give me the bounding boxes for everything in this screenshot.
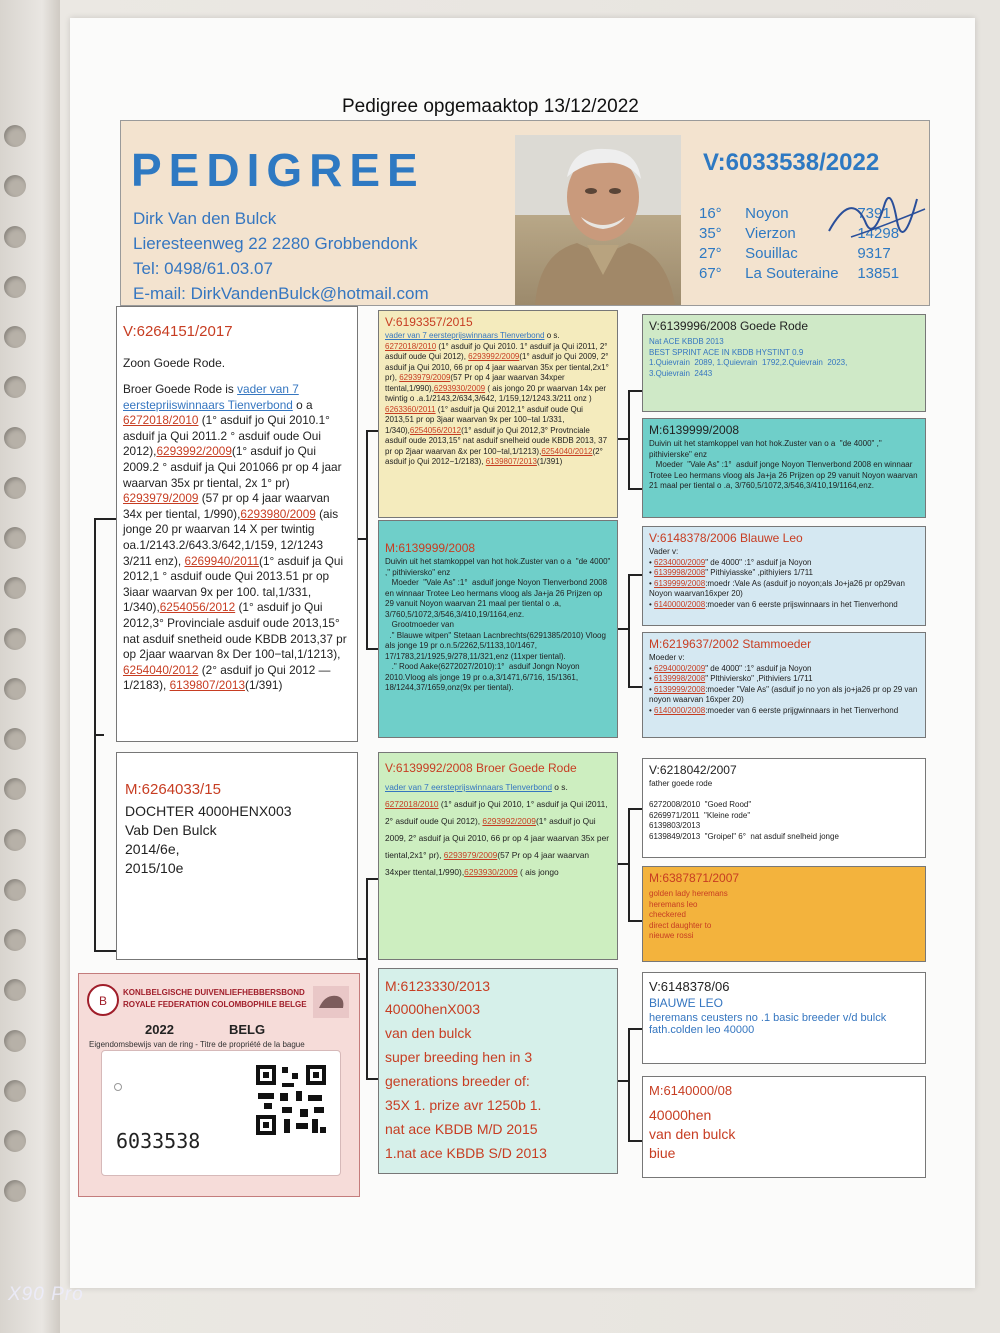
punch-hole [4, 125, 26, 147]
text-segment: o s. [544, 331, 560, 340]
connector-line [628, 1028, 642, 1030]
text-segment: vader van 7 eersteprijswinnaars Tlenverbond [385, 331, 545, 340]
ggp-2-box [642, 418, 926, 518]
text-segment: (1° asduif jo Qui 2010.1° asduif ja Qui 2011.2 ° asduif oude Oui 2012), [123, 413, 330, 459]
race-result: 35° Vierzon 14298 [699, 225, 900, 242]
race-result: 16° Noyon 7391 [699, 205, 891, 222]
ring-reference: 6272018/2010 [385, 799, 439, 809]
dam-box [116, 752, 358, 960]
text-segment: " Plthiviersko" ,Pithiviers 1/711 [705, 674, 813, 683]
text-segment: (1° asduif ja Qui 2012,1 ° asduif oude Qui 2013.51 pr op 3iaar waarvan 9x per 100. tal,1/331, 1/340), [123, 553, 344, 615]
granddam-maternal-ring: M:6123330/2013 [385, 978, 491, 994]
ggp-7-name: BlAUWE LEO [649, 996, 724, 1010]
ring-reference: 6139807/2013 [169, 678, 246, 693]
svg-text:B: B [98, 994, 108, 1008]
text-segment: Moeder v: [649, 653, 685, 662]
punch-hole [4, 276, 26, 298]
connector-line [366, 878, 368, 1078]
ring-reference: 6139999/2008 [654, 578, 706, 588]
text-segment: • [649, 705, 655, 715]
offspring-line [649, 547, 919, 558]
ggp-1-description: Nat ACE KBDB 2013 BEST SPRINT ACE IN KBDB HYSTINT 0.9 1.Quievrain 2089, 1.Quievrain 1792,2.Quievrain 2023, 3.Quievrain 2443 [649, 337, 848, 378]
text-segment: (1° asduif jo Qui 2012,3° Provinciale asduif oude 2013,15° nat asduif snetheid oude KBDB 2013,37 pr op 2jaar waarvan 8x Der 100−tal,1/1213), [123, 600, 347, 662]
punch-hole [4, 175, 26, 197]
sire-ring: V:6264151/2017 [123, 323, 233, 340]
ring-reference: 6293930/2009 [433, 383, 486, 393]
punch-hole [4, 979, 26, 1001]
ggp-4-description [649, 653, 919, 716]
text-segment: :moeder van 6 eerste prijswinnaars in het Tienverhond [705, 599, 898, 609]
connector-line [94, 734, 104, 736]
owner-address: Lieresteenweg 22 2280 Grobbendonk [133, 234, 418, 253]
connector-line [618, 1080, 630, 1082]
text-segment: :moeder van 6 eerste prijgwinnaars in het Tienverhond [705, 705, 899, 715]
ggp-1-box [642, 314, 926, 412]
brand-title: PEDIGREE [131, 144, 425, 196]
pedigree-sheet [70, 18, 975, 1288]
ring-reference: 6254056/2012 [409, 425, 462, 435]
ring-reference: 6140000/2008 [654, 599, 706, 609]
connector-line [94, 518, 116, 520]
ggp-3-description [649, 547, 919, 610]
ring-reference: 6293992/2009 [482, 816, 536, 826]
punch-hole [4, 678, 26, 700]
ring-reference: 6293979/2009 [123, 491, 199, 506]
ggp-5-box [642, 758, 926, 858]
ring-reference: 6272018/2010 [385, 341, 437, 351]
punch-hole [4, 527, 26, 549]
ring-reference: 6254040/2012 [541, 446, 593, 456]
pedigree-header [120, 120, 930, 306]
signature [821, 181, 931, 261]
text-segment: • [649, 568, 655, 577]
connector-line [628, 1028, 630, 1140]
text-segment: ( ais jongo 20 pr waarvan 14x per twintig o .a.1/2143,2/634,3/642, 1/159,12/1243.3/211 onz ) [385, 383, 607, 403]
punch-hole [4, 829, 26, 851]
text-segment: • [649, 674, 655, 683]
ring-ownership-card [78, 973, 360, 1197]
text-segment: (1° asduif jo Qui 2010, 1° asduif ja Qui i2011, 2° asduif oude Qui 2012), [385, 799, 608, 826]
connector-line [628, 808, 642, 810]
ring-reference: 6293979/2009 [443, 850, 498, 860]
ring-number: 6033538 [116, 1129, 201, 1153]
federation-name-nl: KONLBELGISCHE DUIVENLIEFHEBBERSBOND [123, 988, 305, 997]
ggp-6-description: golden lady heremans heremans leo checkered direct daughter to nieuwe rossi [649, 889, 728, 940]
ring-reference: 6139998/2008 [654, 568, 706, 577]
text-segment: o s. [551, 782, 568, 792]
ggp-7-description: heremans ceusters no .1 basic breeder v/d bulck fath.colden leo 40000 [649, 1012, 887, 1036]
text-segment: (1/391) [245, 678, 283, 693]
offspring-line [649, 653, 919, 664]
offspring-line [649, 568, 919, 579]
connector-line [366, 430, 378, 432]
ring-reference: 6139807/2013 [485, 457, 537, 466]
dam-details: DOCHTER 4000HENX003 Vab Den Bulck 2014/6e, 2015/10e [125, 803, 292, 876]
main-ring-number: V:6033538/2022 [703, 149, 880, 176]
ring-reference: 6272018/2010 [123, 413, 199, 428]
text-segment: (1° asduif jo Qui 2010. 1° asduif ja Qui i2011, 2° asduif oude Qui 2012), [385, 341, 608, 361]
ggp-5-description: father goede rode 6272008/2010 "Goed Rood" 6269971/2011 "Kleine rode" 6139803/2013 6139849/2013 "Groipel" 6° nat asduif snelheid jonge [649, 779, 839, 841]
text-segment: (2° asduif jo Qui 2012−1/2183), [385, 446, 603, 466]
text-segment: • [649, 684, 655, 694]
granddam-paternal-description: Duivin uit het stamkoppel van hot hok.Zuster van o a "de 4000" ," pithiviersko" enz Moeder "Vale As" :1° asduif jonge Noyon Tlenverbond 2008 en winnaar Trotee Leo hermans vloog als Ja+ja 26 Prijzen op 29 vanuit Noyon waarvan 21 maal per tiental o .a, 3/760,5/1072,3/546,3/410,19/1164,enz. Grootmoeder van ." Blauwe witpen" Stetaan Lacnbrechts(6291385/2010) Vloog als jonge 19 pr o.n.5/2262,5/1133,10/1467, 17/1783,21/1925,9/278,11/321,enz (11xper tiental). ." Rood Aake(6272027/2010):1° asduif Jongn Noyon 2010.Vloog als jonge 19 pr o.a,3/1471,6/716, 15/1361, 18/1244,37/1659,onz(9x per tiental). [385, 557, 611, 692]
connector-line [358, 538, 368, 540]
race-result: 27° Souillac 9317 [699, 245, 891, 262]
ggp-8-box [642, 1076, 926, 1178]
ownership-text: Eigendomsbewijs van de ring - Titre de propriété de la bague [89, 1040, 305, 1049]
connector-line [366, 1078, 378, 1080]
punch-hole [4, 1180, 26, 1202]
text-segment: " de 4000" :1° asduif ja Noyon [705, 557, 812, 567]
ggp-1-ring: V:6139996/2008 Goede Rode [649, 319, 809, 333]
punch-hole [4, 778, 26, 800]
punch-hole [4, 477, 26, 499]
text-segment: • [649, 578, 655, 588]
ggp-8-details: 40000hen van den bulck biue [649, 1107, 736, 1161]
text-segment: (ais jonge 20 pr waarvan 14 X per twintig oa.1/2143.2/643.3/642,1/159, 12/1243 3/211 enz), [123, 506, 339, 568]
grandsire-maternal-ring: V:6139992/2008 Broer Goede Rode [385, 761, 577, 775]
text-segment: " Pithiyiasske" ,pithiyiers 1/711 [705, 568, 814, 577]
text-segment: Vader v: [649, 547, 679, 556]
text-segment: vader van 7 eersteprijswinnaars Tlenverbond [385, 782, 552, 792]
offspring-line [649, 674, 919, 685]
ggp-4-ring: M:6219637/2002 Stammoeder [649, 637, 812, 651]
grandsire-maternal-box [378, 752, 618, 960]
granddam-maternal-box [378, 968, 618, 1174]
ring-reference: 6139999/2008 [654, 684, 706, 694]
ggp-6-ring: M:6387871/2007 [649, 871, 740, 885]
ring-reference: 6140000/2008 [654, 705, 706, 715]
punch-hole [4, 929, 26, 951]
ggp-3-box [642, 526, 926, 626]
text-segment: (1° asduif jo Qui 2009.2 ° asduif ja Qui 201066 pr op 4 jaar waarvan 35x pr tiental, 2x 1° pr) [123, 444, 342, 490]
text-segment: " de 4000" :1° asduif ja Noyon [705, 663, 812, 673]
punch-hole [4, 1030, 26, 1052]
ring-country: BELG [229, 1022, 266, 1037]
ring-card-inner [101, 1050, 341, 1176]
ggp-6-box [642, 866, 926, 962]
connector-line [628, 686, 642, 688]
text-segment: (1° asduif jo Qui 2012,3° Provtnciale asduif oude 2013,15° nat asduif snelheid oude KBDB 2013, 37 pr op 2jaar waarvan &x per 100−tal,1/1213), [385, 425, 608, 456]
connector-line [628, 574, 630, 686]
text-segment: (1/391) [536, 457, 563, 466]
ring-reference: 6263360/2011 [385, 404, 436, 414]
punch-hole [114, 1083, 122, 1091]
ring-reference: 6254040/2012 [123, 662, 199, 677]
connector-line [628, 920, 642, 922]
offspring-line [649, 558, 919, 569]
ring-reference: 6254056/2012 [159, 600, 236, 615]
text-segment: o a [292, 397, 313, 412]
text-segment: :moedr :Vale As (asduif jo noyon;als Jo+ja26 pr op29van Noyon waarvan16xper 20) [649, 578, 905, 598]
offspring-line [649, 706, 919, 717]
text-segment: (1° asduif ja Qui 2012,1° asduif oude Qui 2013,51 pr op 3jaar waarvan 9x per 100−tal 1/331, 1/340), [385, 404, 583, 435]
punch-hole [4, 879, 26, 901]
ring-reference: 6294000/2009 [654, 663, 706, 673]
offspring-line [649, 600, 919, 611]
ggp-7-ring: V:6148378/06 [649, 979, 730, 994]
text-segment: • [649, 599, 655, 609]
text-segment: ( ais jongo [517, 867, 559, 877]
ggp-2-ring: M:6139999/2008 [649, 423, 740, 437]
owner-photo [515, 135, 681, 305]
federation-name-fr: ROYALE FEDERATION COLOMBOPHILE BELGE [123, 1000, 307, 1009]
text-segment: (1° asduif jo Qui 2009, 2° asduif ja Qui 2010, 66 pr op 4 jaar waarvan 35x per tiental,2x1° pr), [385, 352, 609, 382]
sire-box [116, 306, 358, 742]
ggp-8-ring: M:6140000/08 [649, 1083, 733, 1098]
ring-reference: 6293979/2009 [399, 373, 451, 382]
text-segment: :moeder "Vale As" (asduif jo no yon als jo+ja26 pr op 29 van noyon waarvan 16xper 20) [649, 684, 918, 704]
punch-hole [4, 577, 26, 599]
camera-watermark: X90 Pro [8, 1284, 84, 1305]
ring-reference: 6293992/2009 [156, 444, 232, 459]
sire-subtitle: Zoon Goede Rode. [123, 356, 226, 370]
punch-hole [4, 226, 26, 248]
federation-logo [85, 982, 121, 1018]
grandsire-paternal-box [378, 310, 618, 518]
document-title: Pedigree opgemaaktop 13/12/2022 [342, 96, 639, 117]
punch-hole [4, 326, 26, 348]
owner-phone: Tel: 0498/61.03.07 [133, 259, 273, 278]
ggp-4-box [642, 632, 926, 738]
dam-ring: M:6264033/15 [125, 781, 221, 798]
text-segment: • [649, 557, 655, 567]
ring-reference: 6234000/2009 [654, 557, 706, 567]
connector-line [628, 488, 642, 490]
sire-description [123, 382, 351, 694]
connector-line [366, 648, 378, 650]
connector-line [618, 863, 630, 865]
connector-line [628, 1140, 642, 1142]
offspring-line [649, 579, 919, 600]
text-segment: Broer Goede Rode is [123, 382, 238, 396]
ggp-7-box [642, 972, 926, 1064]
connector-line [618, 628, 630, 630]
grandsire-paternal-ring: V:6193357/2015 [385, 315, 473, 329]
grandsire-maternal-description [385, 779, 611, 881]
ring-reference: 6293930/2009 [464, 867, 518, 877]
text-segment: (57 Pr op 4 jaar waarvan 34xper ttental,1/990), [385, 373, 565, 393]
connector-line [358, 958, 368, 960]
granddam-paternal-ring: M:6139999/2008 [385, 541, 476, 555]
pigeon-emblem [311, 984, 351, 1020]
text-segment: (1° asduif jo Qui 2009, 2° asduif ja Qui 2010, 66 pr op 4 jaar waarvan 35x per tiental,2x1° pr), [385, 816, 610, 860]
punch-hole [4, 427, 26, 449]
text-segment: (57 Pr op 4 jaar waarvan 34xper ttental,1/990), [385, 850, 590, 877]
connector-line [94, 950, 116, 952]
text-segment: vader van 7 eerstepriiswinnaars Tienverbond [123, 382, 299, 412]
punch-hole [4, 1130, 26, 1152]
ring-reference: 6269940/2011 [184, 553, 260, 568]
granddam-paternal-box [378, 520, 618, 738]
punch-hole [4, 1080, 26, 1102]
connector-line [618, 438, 630, 440]
race-result: 67° La Souteraine 13851 [699, 265, 900, 282]
text-segment: (57 pr op 4 jaar waarvan 34x per tiental, 1/990), [123, 491, 330, 521]
connector-line [628, 390, 642, 392]
ggp-2-description: Duivin uit het stamkoppel van hot hok.Zuster van o a "de 4000" ," pithivierske" enz Moeder "Vale As" :1° asduif jonge Noyon Tlenverbond 2008 en winnaar Trotee Leo hermans vloog als Ja+ja 26 Prijzen op 29 vanuit Noyon waarvan 21 maal per tiental o .a, 3/760,5/1072,3/546,3/410,19/1164,enz. [649, 439, 918, 490]
ggp-5-ring: V:6218042/2007 [649, 763, 737, 777]
owner-email: E-mail: DirkVandenBulck@hotmail.com [133, 284, 429, 303]
text-segment: • [649, 663, 655, 673]
connector-line [366, 878, 378, 880]
punch-hole [4, 628, 26, 650]
offspring-line [649, 685, 919, 706]
qr-code-icon [252, 1061, 330, 1139]
ring-reference: 6293992/2009 [468, 352, 520, 361]
punch-hole [4, 376, 26, 398]
text-segment: (2° asduif jo Qui 2012 — 1/2183), [123, 662, 331, 693]
ggp-3-ring: V:6148378/2006 Blauwe Leo [649, 531, 803, 545]
sheet-protector-edge [0, 0, 60, 1333]
ring-reference: 6293980/2009 [240, 506, 316, 521]
grandsire-paternal-description [385, 331, 611, 468]
owner-name: Dirk Van den Bulck [133, 209, 277, 228]
punch-hole [4, 728, 26, 750]
granddam-maternal-details: 40000henX003 van den bulck super breeding hen in 3 generations breeder of: 35X 1. prize avr 1250b 1. nat ace KBDB M/D 2015 1.nat ace KBDB S/D 2013 [385, 1001, 547, 1161]
offspring-line [649, 664, 919, 675]
connector-line [628, 574, 642, 576]
ring-reference: 6139998/2008 [654, 674, 706, 683]
ring-year: 2022 [145, 1022, 174, 1037]
